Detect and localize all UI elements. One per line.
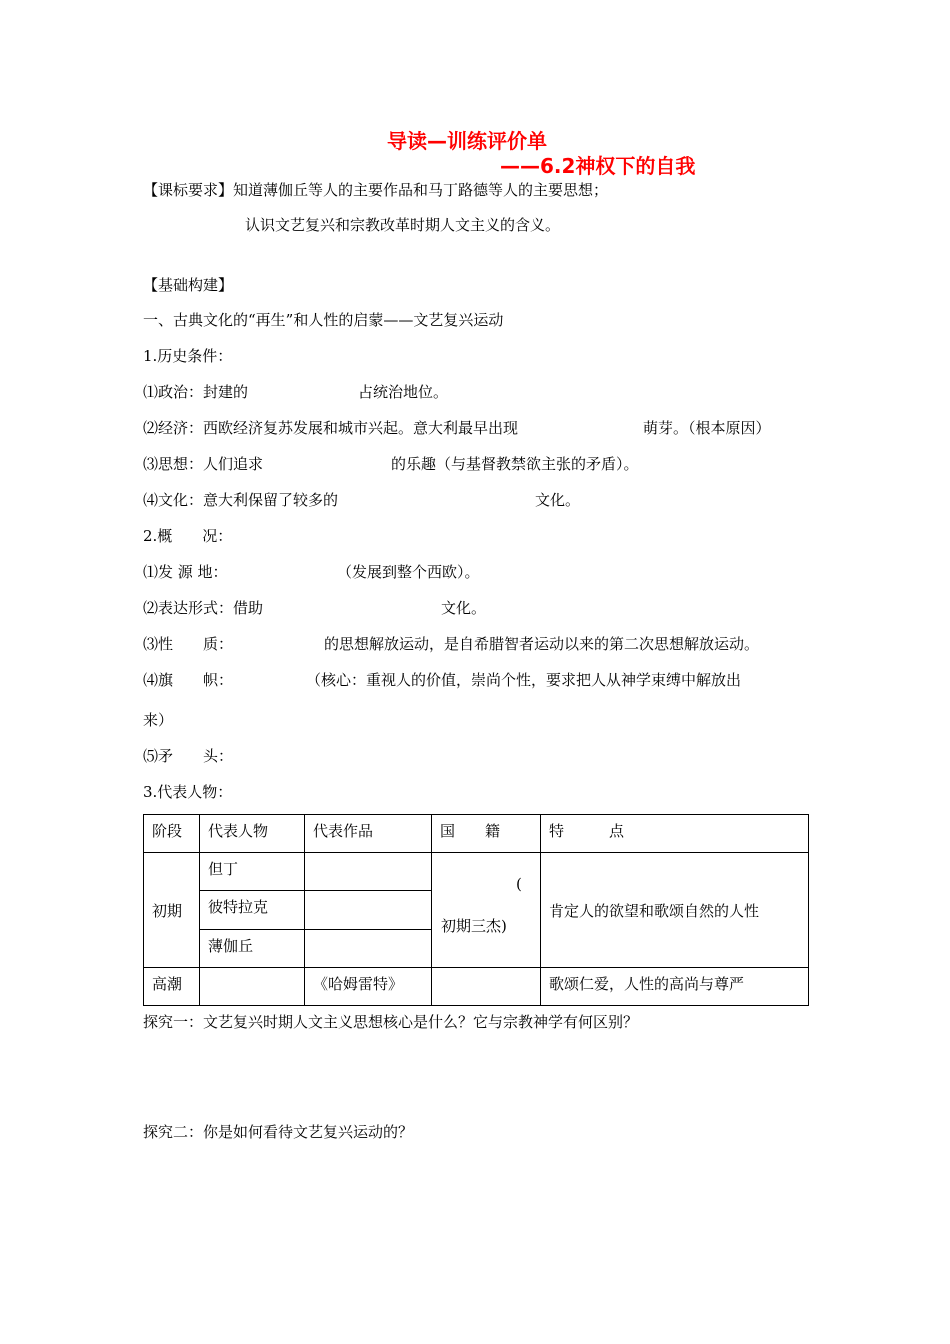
section1-heading: 一、古典文化的“再生”和人性的启蒙——文艺复兴运动 (143, 311, 504, 329)
conditions-heading: 1.历史条件： (143, 347, 233, 365)
early-person-3: 薄伽丘 (200, 929, 305, 967)
early-nationality-paren: ( (516, 875, 522, 893)
header-nationality: 国 籍 (432, 815, 541, 853)
early-trait-cell: 肯定人的欲望和歌颂自然的人性 (541, 853, 809, 968)
header-works: 代表作品 (305, 815, 432, 853)
early-work-3 (305, 929, 432, 967)
curriculum-text-1: 知道薄伽丘等人的主要作品和马丁路德等人的主要思想； (233, 181, 609, 199)
peak-stage-cell: 高潮 (144, 968, 200, 1006)
conditions-politics-a: ⑴政治：封建的 (143, 383, 249, 401)
conditions-economy-a: ⑵经济：西欧经济复苏发展和城市兴起。意大利最早出现 (143, 419, 519, 437)
peak-nationality-cell (432, 968, 541, 1006)
overview-heading: 2.概 况： (143, 527, 233, 545)
figures-heading: 3.代表人物： (143, 783, 233, 801)
inquiry-question-2: 探究二：你是如何看待文艺复兴运动的？ (143, 1123, 414, 1141)
early-work-1 (305, 853, 432, 891)
overview-banner-b: （核心：重视人的价值，崇尚个性，要求把人从神学束缚中解放出 (306, 671, 742, 689)
curriculum-text-2: 认识文艺复兴和宗教改革时期人文主义的含义。 (245, 216, 561, 234)
overview-origin-a: ⑴发 源 地： (143, 563, 228, 581)
early-work-2 (305, 891, 432, 929)
page-subtitle: ——6.2神权下的自我 (500, 154, 696, 178)
overview-spearhead-a: ⑸矛 头： (143, 747, 234, 765)
overview-banner-a: ⑷旗 帜： (143, 671, 234, 689)
peak-person-cell (200, 968, 305, 1006)
inquiry-question-1: 探究一：文艺复兴时期人文主义思想核心是什么？它与宗教神学有何区别？ (143, 1013, 639, 1031)
page-title: 导读—训练评价单 (387, 129, 547, 153)
overview-nature-b: 的思想解放运动，是自希腊智者运动以来的第二次思想解放运动。 (324, 635, 760, 653)
overview-nature-a: ⑶性 质： (143, 635, 234, 653)
overview-form-a: ⑵表达形式：借助 (143, 599, 264, 617)
table-row (144, 853, 809, 891)
header-stage: 阶段 (144, 815, 200, 853)
basics-label: 【基础构建】 (143, 276, 234, 294)
conditions-culture-a: ⑷文化：意大利保留了较多的 (143, 491, 339, 509)
overview-banner-c: 来） (143, 711, 174, 729)
overview-form-b: 文化。 (441, 599, 487, 617)
table-row (144, 968, 809, 1006)
conditions-thought-a: ⑶思想：人们追求 (143, 455, 264, 473)
conditions-thought-b: 的乐趣（与基督教禁欲主张的矛盾）。 (391, 455, 639, 473)
peak-work-cell: 《哈姆雷特》 (305, 968, 432, 1006)
representatives-table (143, 814, 809, 1006)
early-nationality-cell (432, 853, 541, 968)
early-stage-cell: 初期 (144, 853, 200, 968)
conditions-culture-b: 文化。 (535, 491, 581, 509)
overview-origin-b: （发展到整个西欧）。 (337, 563, 480, 581)
conditions-economy-b: 萌芽。（根本原因） (643, 419, 771, 437)
early-person-2: 彼特拉克 (200, 891, 305, 929)
header-people: 代表人物 (200, 815, 305, 853)
early-nationality-note: 初期三杰) (441, 917, 507, 935)
early-person-1: 但丁 (200, 853, 305, 891)
curriculum-line-1 (143, 180, 608, 200)
conditions-politics-b: 占统治地位。 (358, 383, 449, 401)
header-trait: 特 点 (541, 815, 809, 853)
table-header-row (144, 815, 809, 853)
peak-trait-cell: 歌颂仁爱，人性的高尚与尊严 (541, 968, 809, 1006)
curriculum-label: 【课标要求】 (143, 181, 234, 199)
